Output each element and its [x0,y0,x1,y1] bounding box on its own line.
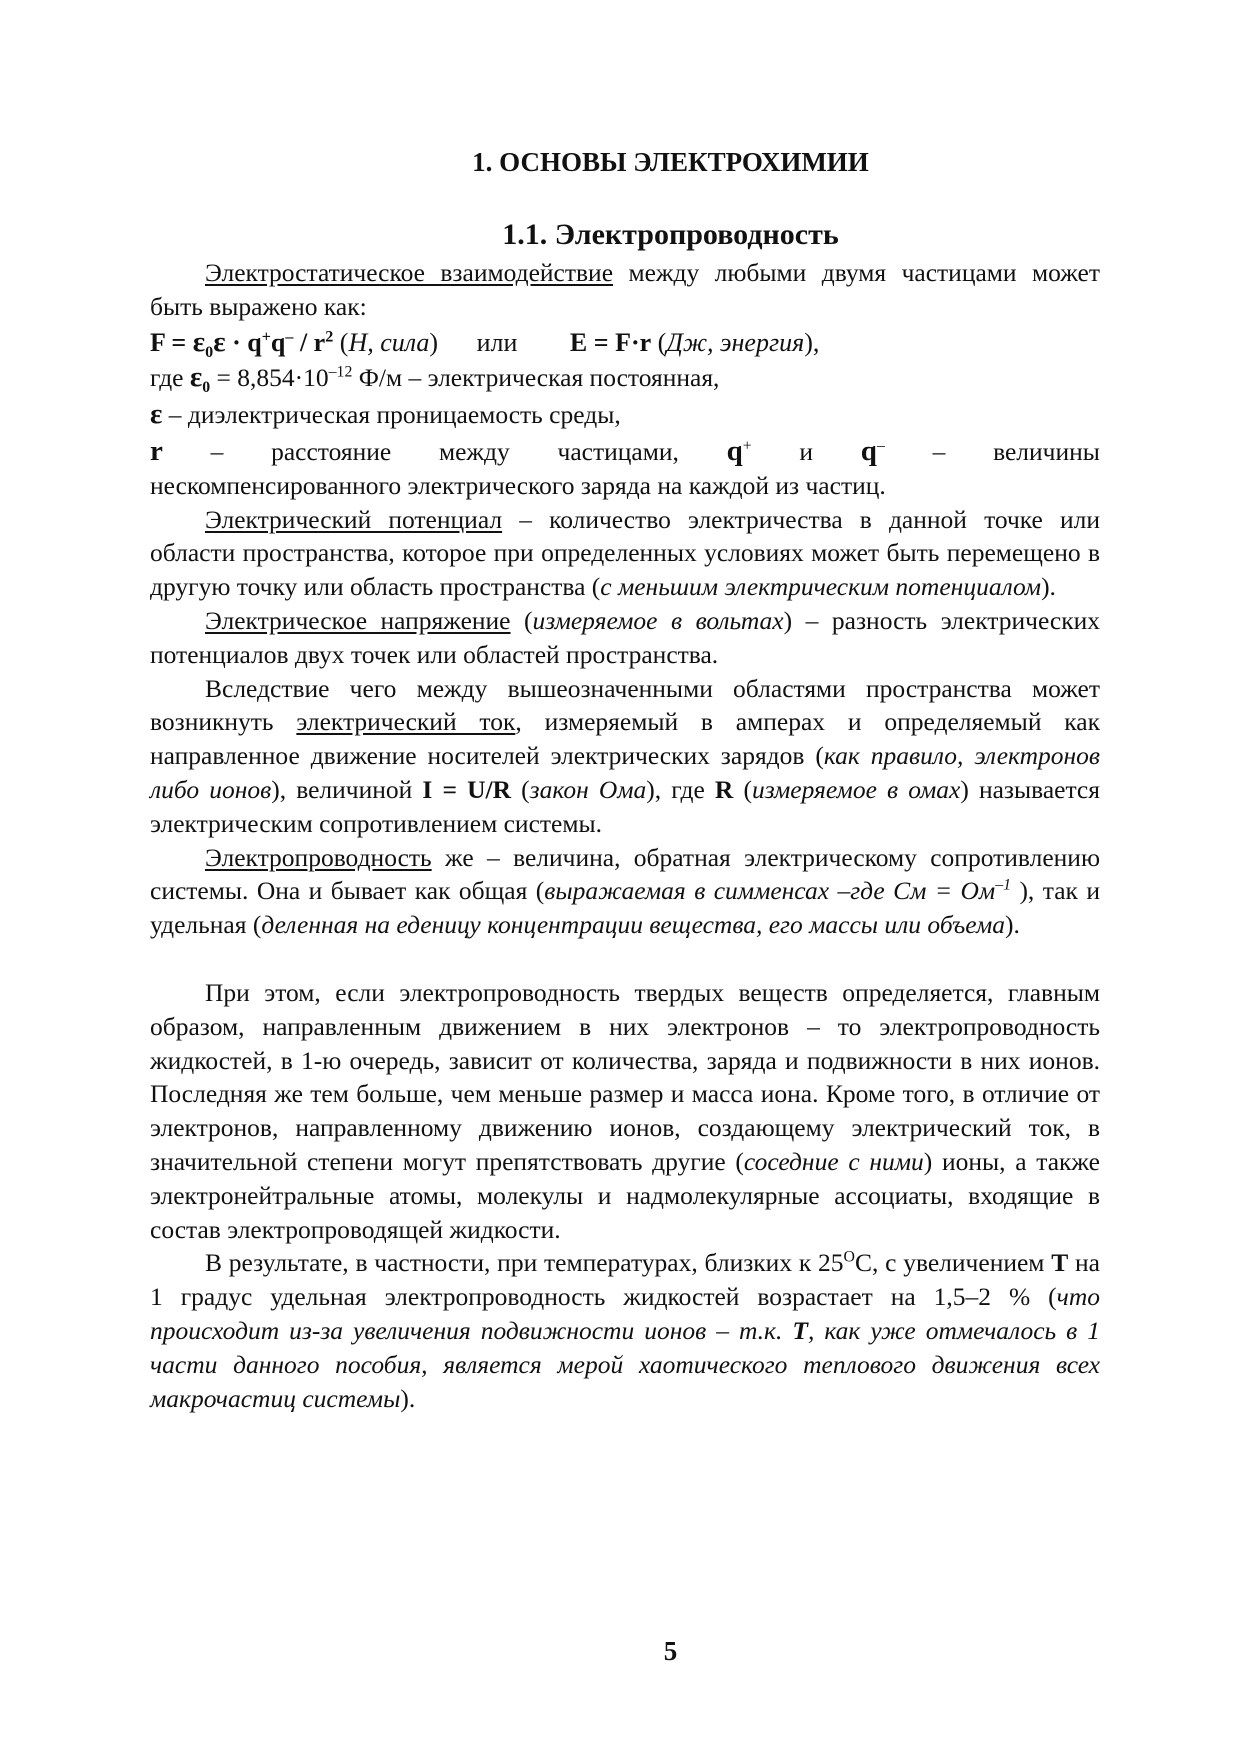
r-line-continuation: нескомпенсированного электрического заряда на каждой из частиц. [150,470,886,500]
formula-f-units: Н, сила [348,327,430,357]
ohm-formula: I = U/R [422,774,512,804]
paragraph-text: Вследствие чего между вышеозначенными областями пространства может возникнуть [150,673,1100,737]
t-symbol: T [792,1315,808,1345]
italic-text: как правило, электронов либо ионов [150,741,1100,804]
chapter-heading: 1. ОСНОВЫ ЭЛЕКТРОХИМИИ [472,147,869,177]
r-symbol: R [714,774,734,804]
paragraph-temperature [150,1246,1100,1415]
paragraph-text: между любыми двумя частицами может быть выражено как: [150,258,1100,321]
paragraph-text: В результате, в частности, при температурах, близких к 25 [205,1248,844,1278]
term-current: электрический ток [296,707,516,737]
section-heading: 1.1. Электропроводность [502,218,839,251]
epsilon-line [150,398,1100,432]
paragraph-text: ), так и удельная ( [150,876,1100,940]
paragraph-text: ( [511,774,530,804]
term-voltage: Электрическое напряжение [205,605,511,635]
subscript: 0 [202,379,211,397]
paragraph-potential [150,503,1100,604]
formula-line: $F = \varepsilon_0\varepsilon \cdot q^+q^- / r^2$ (Н, сила) или E = F·r (Дж, энергия), [150,325,820,361]
superscript: –12 [328,363,353,381]
epsilon-symbol: ε [213,325,226,358]
paragraph-current [150,672,1100,841]
paragraph-text: же – величина, обратная электрическому сопротивлению системы. Она и бывает как общая ( [150,842,1100,906]
word: и [799,436,814,466]
paragraph-text: ( [510,605,533,635]
italic-text: с меньшим электрическим потенциалом [600,572,1042,602]
superscript: + [742,437,752,455]
q-symbol: q [860,434,877,467]
paragraph-voltage [150,604,1100,672]
where-label: где [150,363,190,393]
paragraph-text: ) ионы, а также электронейтральные атомы, молекулы и надмолекулярные ассоциаты, входящие в состав электропроводящей жидкости. [150,1146,1100,1244]
constant-value: = 8,854·10 [210,363,329,393]
italic-text: , как уже отмечалось в 1 части данного пособия, является мерой хаотического теплового движения всех макрочастиц системы [150,1315,1100,1413]
italic-text: измеряемое в вольтах [532,605,784,635]
page-number: 5 [663,1636,678,1666]
superscript: –1 [995,876,1011,894]
paragraph-text: ), где [646,774,715,804]
paragraph-text: на 1 градус удельная электропроводность жидкостей возрастает на 1,5–2 % ( [150,1248,1100,1312]
italic-text: выражаемая в симменсах –где См = Ом [544,876,996,906]
superscript: – [876,437,885,455]
spacer [150,942,1100,976]
paragraph-text: При этом, если электропроводность твердых веществ определяется, главным образом, направленным движением в них электронов – то электропроводность жидкостей, в 1-ю очередь, зависит от количества, заряда и подвижности в них ионов. Последняя же тем больше, чем меньше размер и масса иона. Кроме того, в отличие от электронов, направленному движению ионов, создающему электрический ток, в значительной степени могут препятствовать другие ( [150,977,1100,1176]
paragraph-text: – количество электричества в данной точке или области пространства, которое при определенных условиях может быть перемещено в другую точку или область пространства ( [150,504,1101,602]
italic-text: что происходит из-за увеличения подвижности ионов – т.к. [150,1282,1100,1345]
paragraph-text: ) называется электрическим сопротивлением системы. [150,774,1100,838]
paragraph-liquids [150,976,1100,1246]
paragraph-text: ) – разность электрических потенциалов двух точек или областей пространства. [150,605,1101,669]
paragraph-text: С, с увеличением [854,1248,1052,1278]
where-line [150,361,1100,395]
paragraph-electrostatic [150,256,1100,324]
term-conductivity: Электропроводность [205,842,432,872]
paragraph-text: ( [733,774,752,804]
q-symbol: q [270,327,286,357]
epsilon-symbol: ε [150,398,163,431]
word: между [438,436,510,466]
italic-text: соседние с ними [743,1146,924,1176]
dash: – [210,436,224,466]
word: расстояние [271,436,392,466]
paragraph-text: ), величиной [271,774,423,804]
paragraph-text: ). [1041,572,1056,602]
epsilon-symbol: ε [192,325,206,358]
italic-text: деленная на еденицу концентрации вещества, его массы или объема [261,910,1005,940]
epsilon-symbol: ε [189,361,203,394]
paragraph-text: ). [1004,910,1020,940]
epsilon-desc: – диэлектрическая проницаемость среды, [162,400,621,430]
constant-desc: Ф/м – электрическая постоянная, [352,363,720,393]
formula-r: / r [293,327,326,357]
paragraph-conductivity [150,841,1100,942]
subscript: 0 [205,343,214,361]
superscript: – [285,327,294,345]
term-electrostatic: Электростатическое взаимодействие [205,258,614,287]
formula-e-units: Дж, энергия [666,327,805,357]
body-text [150,256,1100,1415]
formula-e: E = F·r [569,327,652,357]
word: величины [993,436,1100,466]
paragraph-text: , измеряемый в амперах и определяемый как направленное движение носителей электрических зарядов ( [150,707,1100,771]
superscript: + [261,327,271,345]
degree-superscript: O [843,1248,855,1266]
superscript: 2 [325,327,334,345]
r-symbol: r [150,434,163,467]
paragraph-text: ). [400,1383,416,1413]
formula-or: или [476,327,518,357]
term-potential: Электрический потенциал [205,504,503,534]
italic-text: измеряемое в омах [751,774,961,804]
formula-f [150,325,334,361]
dot: · [225,327,248,357]
q-symbol: q [726,434,743,467]
word: частицами, [557,436,679,466]
r-line [150,435,1100,469]
formula-f-lhs: F = [150,327,193,357]
italic-text: закон Ома [529,774,647,804]
t-symbol: T [1051,1248,1069,1278]
q-symbol: q [247,327,262,357]
dash: – [932,436,946,466]
